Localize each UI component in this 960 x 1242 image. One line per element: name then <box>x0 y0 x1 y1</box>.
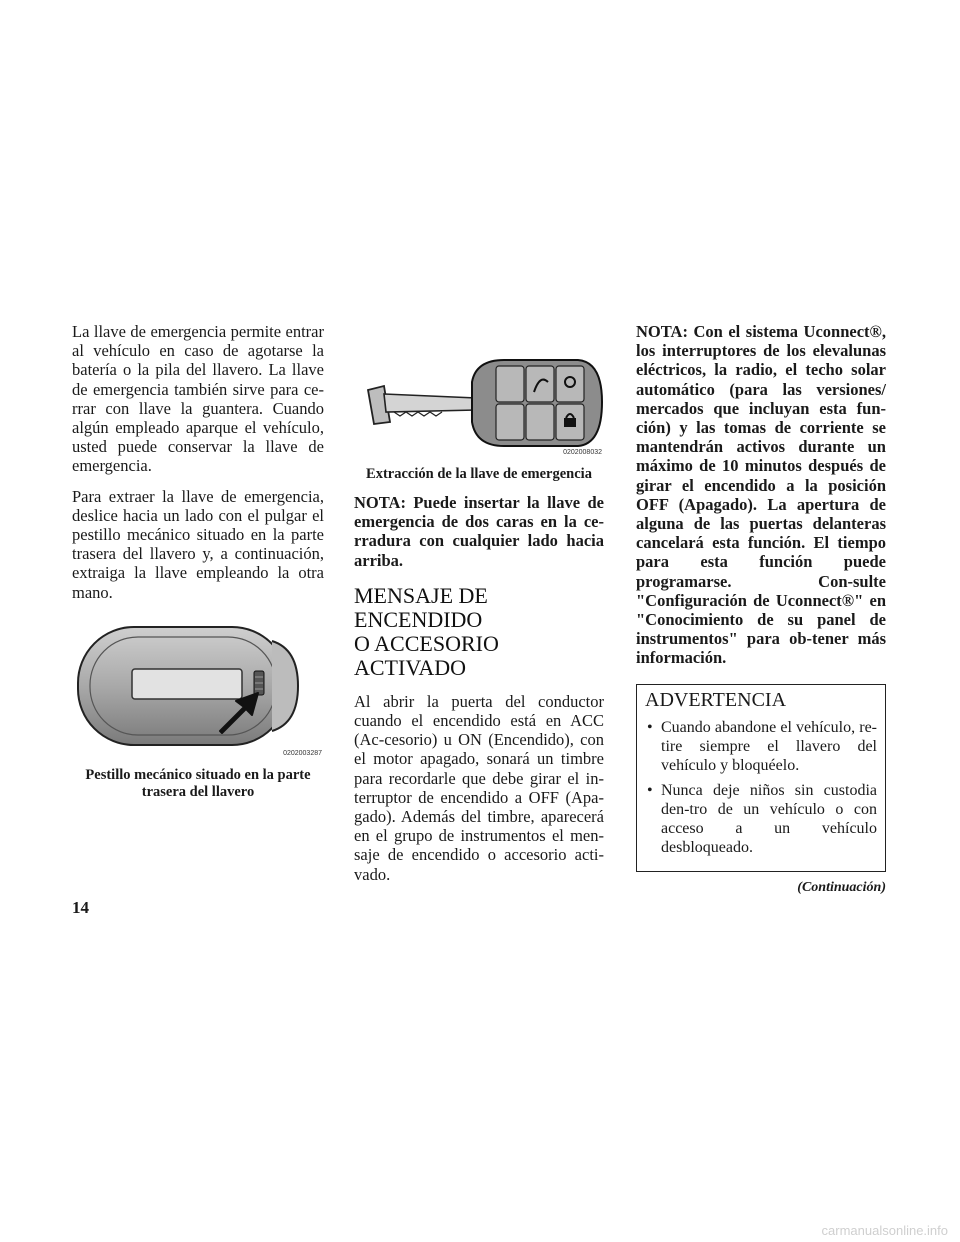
continued-label: (Continuación) <box>797 879 886 895</box>
caption-line-1: Pestillo mecánico situado en la parte <box>85 766 311 783</box>
key-extraction-figure <box>354 352 604 464</box>
warning-item: • Nunca deje niños sin custodia den-tro de un vehículo o con acceso a un vehículo desbloqueado. <box>645 781 877 857</box>
figure-caption <box>72 767 324 801</box>
key-fob-back-illustration <box>72 613 324 765</box>
note-uconnect: NOTA: Con el sistema Uconnect®, los interruptores de los elevalunas eléctricos, la radio, el techo solar automático (para las versiones/ mercados que incluyan esta fun-ción) y las tomas de corriente se mantendrán activos durante un máximo de 10 minutos después de girar el encendido a la posición OFF (Apagado). La apertura de alguna de las puertas delanteras cancelará esta función. El tiempo para esta función puede programarse. Con-sulte "Configuración de Uconnect®" en "Conocimiento de su panel de instrumentos" para ob-tener más información. <box>636 322 886 668</box>
paragraph-ignition-message: Al abrir la puerta del conductor cuando el encendido está en ACC (Ac-cesorio) u ON (Encendido), con el motor apagado, sonará un timbre para recordarle que debe girar el in-terruptor de encendido a OFF (Apa-gado). Además del timbre, aparecerá en el grupo de instrumentos el men-saje de encendido o accesorio acti-vado. <box>354 691 604 884</box>
paragraph-emergency-key: La llave de emergencia permite entrar al vehículo en caso de agotarse la batería o la pila del llavero. La llave de emergencia también sirve para ce-rrar con llave la guantera. Cuando algún empleado aparque el vehículo, usted puede conservar la llave de emergencia. <box>72 322 324 476</box>
key-fob-front <box>472 360 602 446</box>
heading-line-1: MENSAJE DE ENCENDIDO <box>354 582 488 632</box>
emergency-key-blade <box>368 386 482 424</box>
figure-code: 0202003287 <box>283 749 322 757</box>
heading-line-2: O ACCESORIO ACTIVADO <box>354 630 499 680</box>
note-two-sided-key: NOTA: Puede insertar la llave de emergencia de dos caras en la ce-rradura con cualquier lado hacia arriba. <box>354 493 604 570</box>
warning-list <box>645 718 877 857</box>
warning-title: ADVERTENCIA <box>645 688 787 711</box>
figure-caption: Extracción de la llave de emergencia <box>366 466 592 482</box>
page-number: 14 <box>72 898 89 917</box>
fob-latch-figure <box>72 613 324 765</box>
column-2 <box>354 352 604 895</box>
column-1 <box>72 322 324 815</box>
paragraph-extract-key: Para extraer la llave de emergencia, deslice hacia un lado con el pulgar el pestillo mecánico situado en la parte trasera del llavero y, a continuación, extraiga la llave empleando la otra mano. <box>72 486 324 602</box>
column-3 <box>636 322 886 897</box>
figure-code: 0202008032 <box>563 448 602 456</box>
warning-item: • Cuando abandone el vehículo, re-tire siempre el llavero del vehículo y bloquéelo. <box>645 718 877 775</box>
caption-line-2: trasera del llavero <box>141 783 255 800</box>
watermark: carmanualsonline.info <box>821 1223 948 1238</box>
section-heading <box>354 584 604 680</box>
warning-box <box>636 684 886 872</box>
